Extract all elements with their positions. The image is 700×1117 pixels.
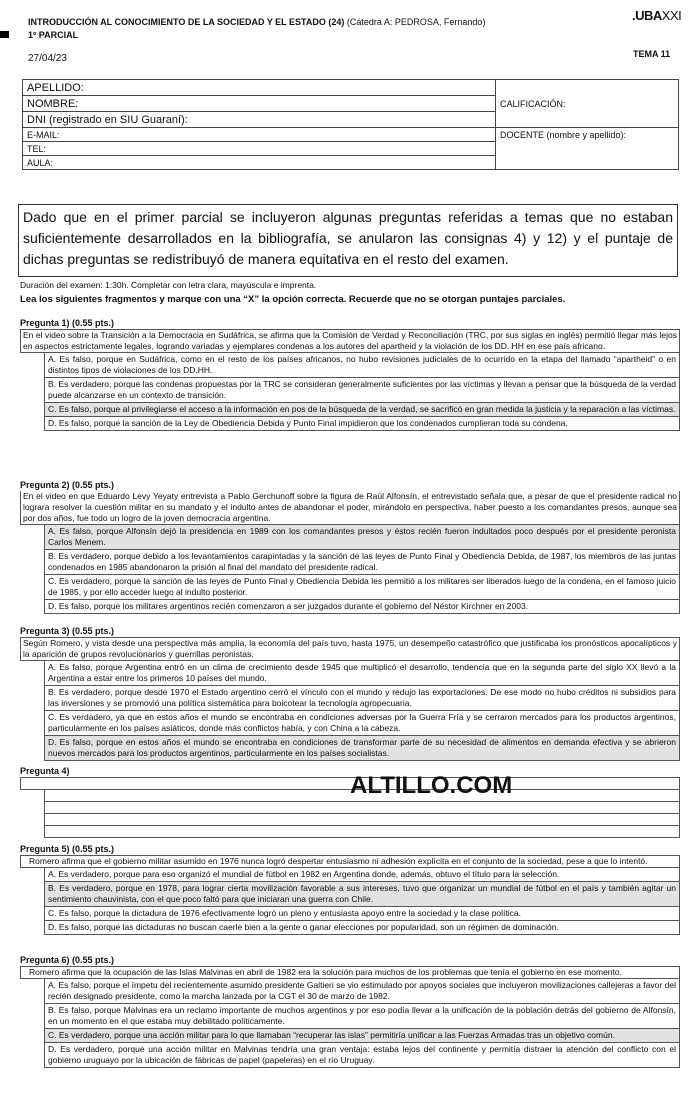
dni-field[interactable]: DNI (registrado en SIU Guaraní):	[23, 112, 496, 128]
question-title: Pregunta 4)	[20, 766, 70, 776]
tema-label: TEMA 11	[633, 49, 671, 59]
option-a[interactable]: A. Es verdadero, porque para eso organizó el mundial de fútbol en 1982 en Argentina donde, además, obtuvo el título para la selección.	[44, 868, 680, 882]
blank-row	[44, 802, 680, 814]
option-c[interactable]: C. Es falso, porque al privilegiarse el acceso a la información en pos de la búsqueda de la verdad, se sacrificó en gran medida la justicia y la reparación a las víctimas.	[44, 403, 680, 417]
option-c[interactable]: C. Es falso, porque la dictadura de 1976 efectivamente logró un pleno y entusiasta apoyo entre la sociedad y la clase política.	[44, 907, 680, 921]
question-stem: Según Romero, y vista desde una perspectiva más amplia, la economía del país tuvo, hasta 1975, un desempeño catastrófico que justificaba los pronósticos apocalípticos y la aparición de grupos revolucionarios y guerrillas peronistas.	[20, 637, 680, 661]
blank-row	[44, 814, 680, 826]
question-stem: En el video en que Eduardo Levy Yeyaty entrevista a Pablo Gerchunoff sobre la figura de Raúl Alfonsín, el entrevistado señala que, a pesar de que el presidente radical no lograra resolver la cuestión militar en su mandato y el indulto antes de abandonar el poder, mirándolo en perspectiva, haber puesto a los comandantes presos, aunque sea por dos años, fue todo un logro de la joven democracia argentina.	[20, 491, 680, 525]
aula-field[interactable]: AULA:	[23, 156, 496, 170]
duration-text: Duración del examen: 1:30h. Completar con letra clara, mayúscula e imprenta.	[20, 280, 317, 290]
calificacion-field[interactable]: CALIFICACIÓN:	[496, 80, 679, 128]
email-field[interactable]: E-MAIL:	[23, 128, 496, 142]
option-a[interactable]: A. Es falso, porque en Sudáfrica, como en el resto de los países africanos, no hubo revisiones judiciales de lo ocurrido en la etapa del llamado “apartheid” o en distintos tipos de violaciones de los DD.HH.	[44, 353, 680, 378]
altillo-watermark: ALTILLO.COM	[350, 772, 513, 799]
option-d[interactable]: D. Es verdadero, porque una acción militar en Malvinas tendría una gran ventaja: estaba lejos del continente y permitía distraer la atención del conflicto con el gobierno uruguayo por la ubicación de fábricas de papel (papeleras) en el río Uruguay.	[44, 1043, 680, 1068]
question-3	[20, 626, 680, 761]
question-title: Pregunta 3) (0.55 pts.)	[20, 626, 115, 636]
docente-field[interactable]: DOCENTE (nombre y apellido):	[496, 128, 679, 170]
uba-logo: .UBAXXI	[632, 8, 682, 23]
option-b[interactable]: B. Es verdadero, porque las condenas propuestas por la TRC se consideran generalmente suficientes por las víctimas y llevan a pensar que la búsqueda de la verdad puede alcanzarse en un contexto de transición.	[44, 378, 680, 403]
option-d[interactable]: D. Es falso, porque la sanción de la Ley de Obediencia Debida y Punto Final impidieron que los condenados cumplieran toda su condena.	[44, 417, 680, 431]
question-1	[20, 318, 680, 431]
option-d[interactable]: D. Es falso, porque las dictaduras no buscan caerle bien a la gente o ganar elecciones por popularidad, son un régimen de dominación.	[44, 921, 680, 935]
question-title: Pregunta 2) (0.55 pts.)	[20, 480, 115, 490]
course-title: INTRODUCCIÓN AL CONOCIMIENTO DE LA SOCIEDAD Y EL ESTADO (24) (Cátedra A: PEDROSA, Fernando)	[28, 17, 486, 27]
option-d[interactable]: D. Es falso, porque los militares argentinos recién comenzaron a ser juzgados durante el gobierno del Néstor Kirchner en 2003.	[44, 600, 680, 614]
exam-date: 27/04/23	[28, 53, 67, 64]
question-6	[20, 955, 680, 1068]
student-info-box	[22, 79, 679, 170]
question-title: Pregunta 5) (0.55 pts.)	[20, 844, 115, 854]
option-c[interactable]: C. Es verdadero, ya que en estos años el mundo se encontraba en condiciones adversas por la Guerra Fría y se cerraron mercados para los productos argentinos, particularmente en los países asiáticos, donde más conflictos había, y con China a la cabeza.	[44, 711, 680, 736]
tel-field[interactable]: TEL:	[23, 142, 496, 156]
option-b[interactable]: B. Es verdadero, porque en 1978, para lograr cierta movilización favorable a sus intereses, tuvo que organizar un mundial de fútbol en el país y también agitar un sentimiento chauvinista, con el que poco faltó para que iniciaran una guerra con Chile.	[44, 882, 680, 907]
apellido-field[interactable]: APELLIDO:	[23, 80, 496, 96]
question-title: Pregunta 6) (0.55 pts.)	[20, 955, 115, 965]
option-a[interactable]: A. Es falso, porque Alfonsín dejó la presidencia en 1989 con los comandantes presos y éstos recién fueron indultados poco después por el presidente peronista Carlos Menem.	[44, 525, 680, 550]
option-a[interactable]: A. Es falso, porque el ímpetu del recientemente asumido presidente Galtieri se vio estimulado por apoyos sociales que incluyeron movilizaciones callejeras a favor del recién designado presidente, como la marcha lanzada por la CGT el 30 de marzo de 1982.	[44, 979, 680, 1004]
question-stem: En el video sobre la Transición a la Democracia en Sudáfrica, se afirma que la Comisión de Verdad y Reconciliación (TRC, por sus siglas en inglés) permitió llegar más lejos en aspectos estrictamente legales, logrando variadas y ejemplares condenas a los autores del apartheid y la violación de los DD. HH en ese país africano.	[20, 329, 680, 353]
option-b[interactable]: B. Es falso, porque Malvinas era un reclamo importante de muchos argentinos y por eso podía llevar a la unificación de la población detrás del gobierno de Alfonsín, en un momento en el que estaba muy debilitado políticamente.	[44, 1004, 680, 1029]
option-c[interactable]: C. Es verdadero, porque la sanción de las leyes de Punto Final y Obediencia Debida les permitió a los militares ser liberados luego de la condena, en el famoso juicio de 1985, y por ello acceder luego al indulto posterior.	[44, 575, 680, 600]
question-stem: Romero afirma que el gobierno militar asumido en 1976 nunca logró despertar entusiasmo ni adhesión explícita en el conjunto de la sociedad, pese a que lo intentó.	[20, 855, 680, 868]
exam-name: 1º PARCIAL	[28, 30, 79, 40]
question-stem: Romero afirma que la ocupación de las Islas Malvinas en abril de 1982 era la solución para muchos de los problemas que tenía el gobierno en ese momento.	[20, 966, 680, 979]
option-b[interactable]: B. Es verdadero, porque debido a los levantamientos carapintadas y la sanción de las leyes de Punto Final y Obediencia Debida, de 1987, los miembros de las juntas condenados en 1985 abandonaron la prisión al final del mandato del presidente radical.	[44, 550, 680, 575]
instructions-text: Lea los siguientes fragmentos y marque con una “X” la opción correcta. Recuerde que no se otorgan puntajes parciales.	[20, 294, 566, 305]
option-b[interactable]: B. Es verdadero, porque desde 1970 el Estado argentino cerró el vínculo con el mundo y redujo las exportaciones. De ese modo no hubo créditos ni subsidios para las inversiones y se promovió una política sistemática para boicotear la tecnología agropecuaria.	[44, 686, 680, 711]
blank-row	[44, 826, 680, 838]
question-title: Pregunta 1) (0.55 pts.)	[20, 318, 115, 328]
notice-box: Dado que en el primer parcial se incluyeron algunas preguntas referidas a temas que no estaban suficientemente desarrollados en la bibliografía, se anularon las consignas 4) y 12) y el puntaje de dichas preguntas se redistribuyó de manera equitativa en el resto del examen.	[18, 204, 678, 277]
nombre-field[interactable]: NOMBRE:	[23, 96, 496, 112]
option-a[interactable]: A. Es falso, porque Argentina entró en un clima de crecimiento desde 1945 que multiplicó el desarrollo, tendencia que en la segunda parte del siglo XX llevó a la Argentina a estar entre los primeros 10 países del mundo.	[44, 661, 680, 686]
question-5	[20, 844, 680, 935]
option-c[interactable]: C. Es verdadero, porque una acción militar para lo que llamaban “recuperar las islas” permitiría unificar a las Fuerzas Armadas tras un objetivo común.	[44, 1029, 680, 1043]
corner-marker	[0, 31, 9, 38]
question-2	[20, 480, 680, 614]
option-d[interactable]: D. Es falso, porque en estos años el mundo se encontraba en condiciones de transformar parte de su necesidad de alimentos en demanda efectiva y se abrieron nuevos mercados para los productos argentinos, particularmente en los países socialistas.	[44, 736, 680, 761]
